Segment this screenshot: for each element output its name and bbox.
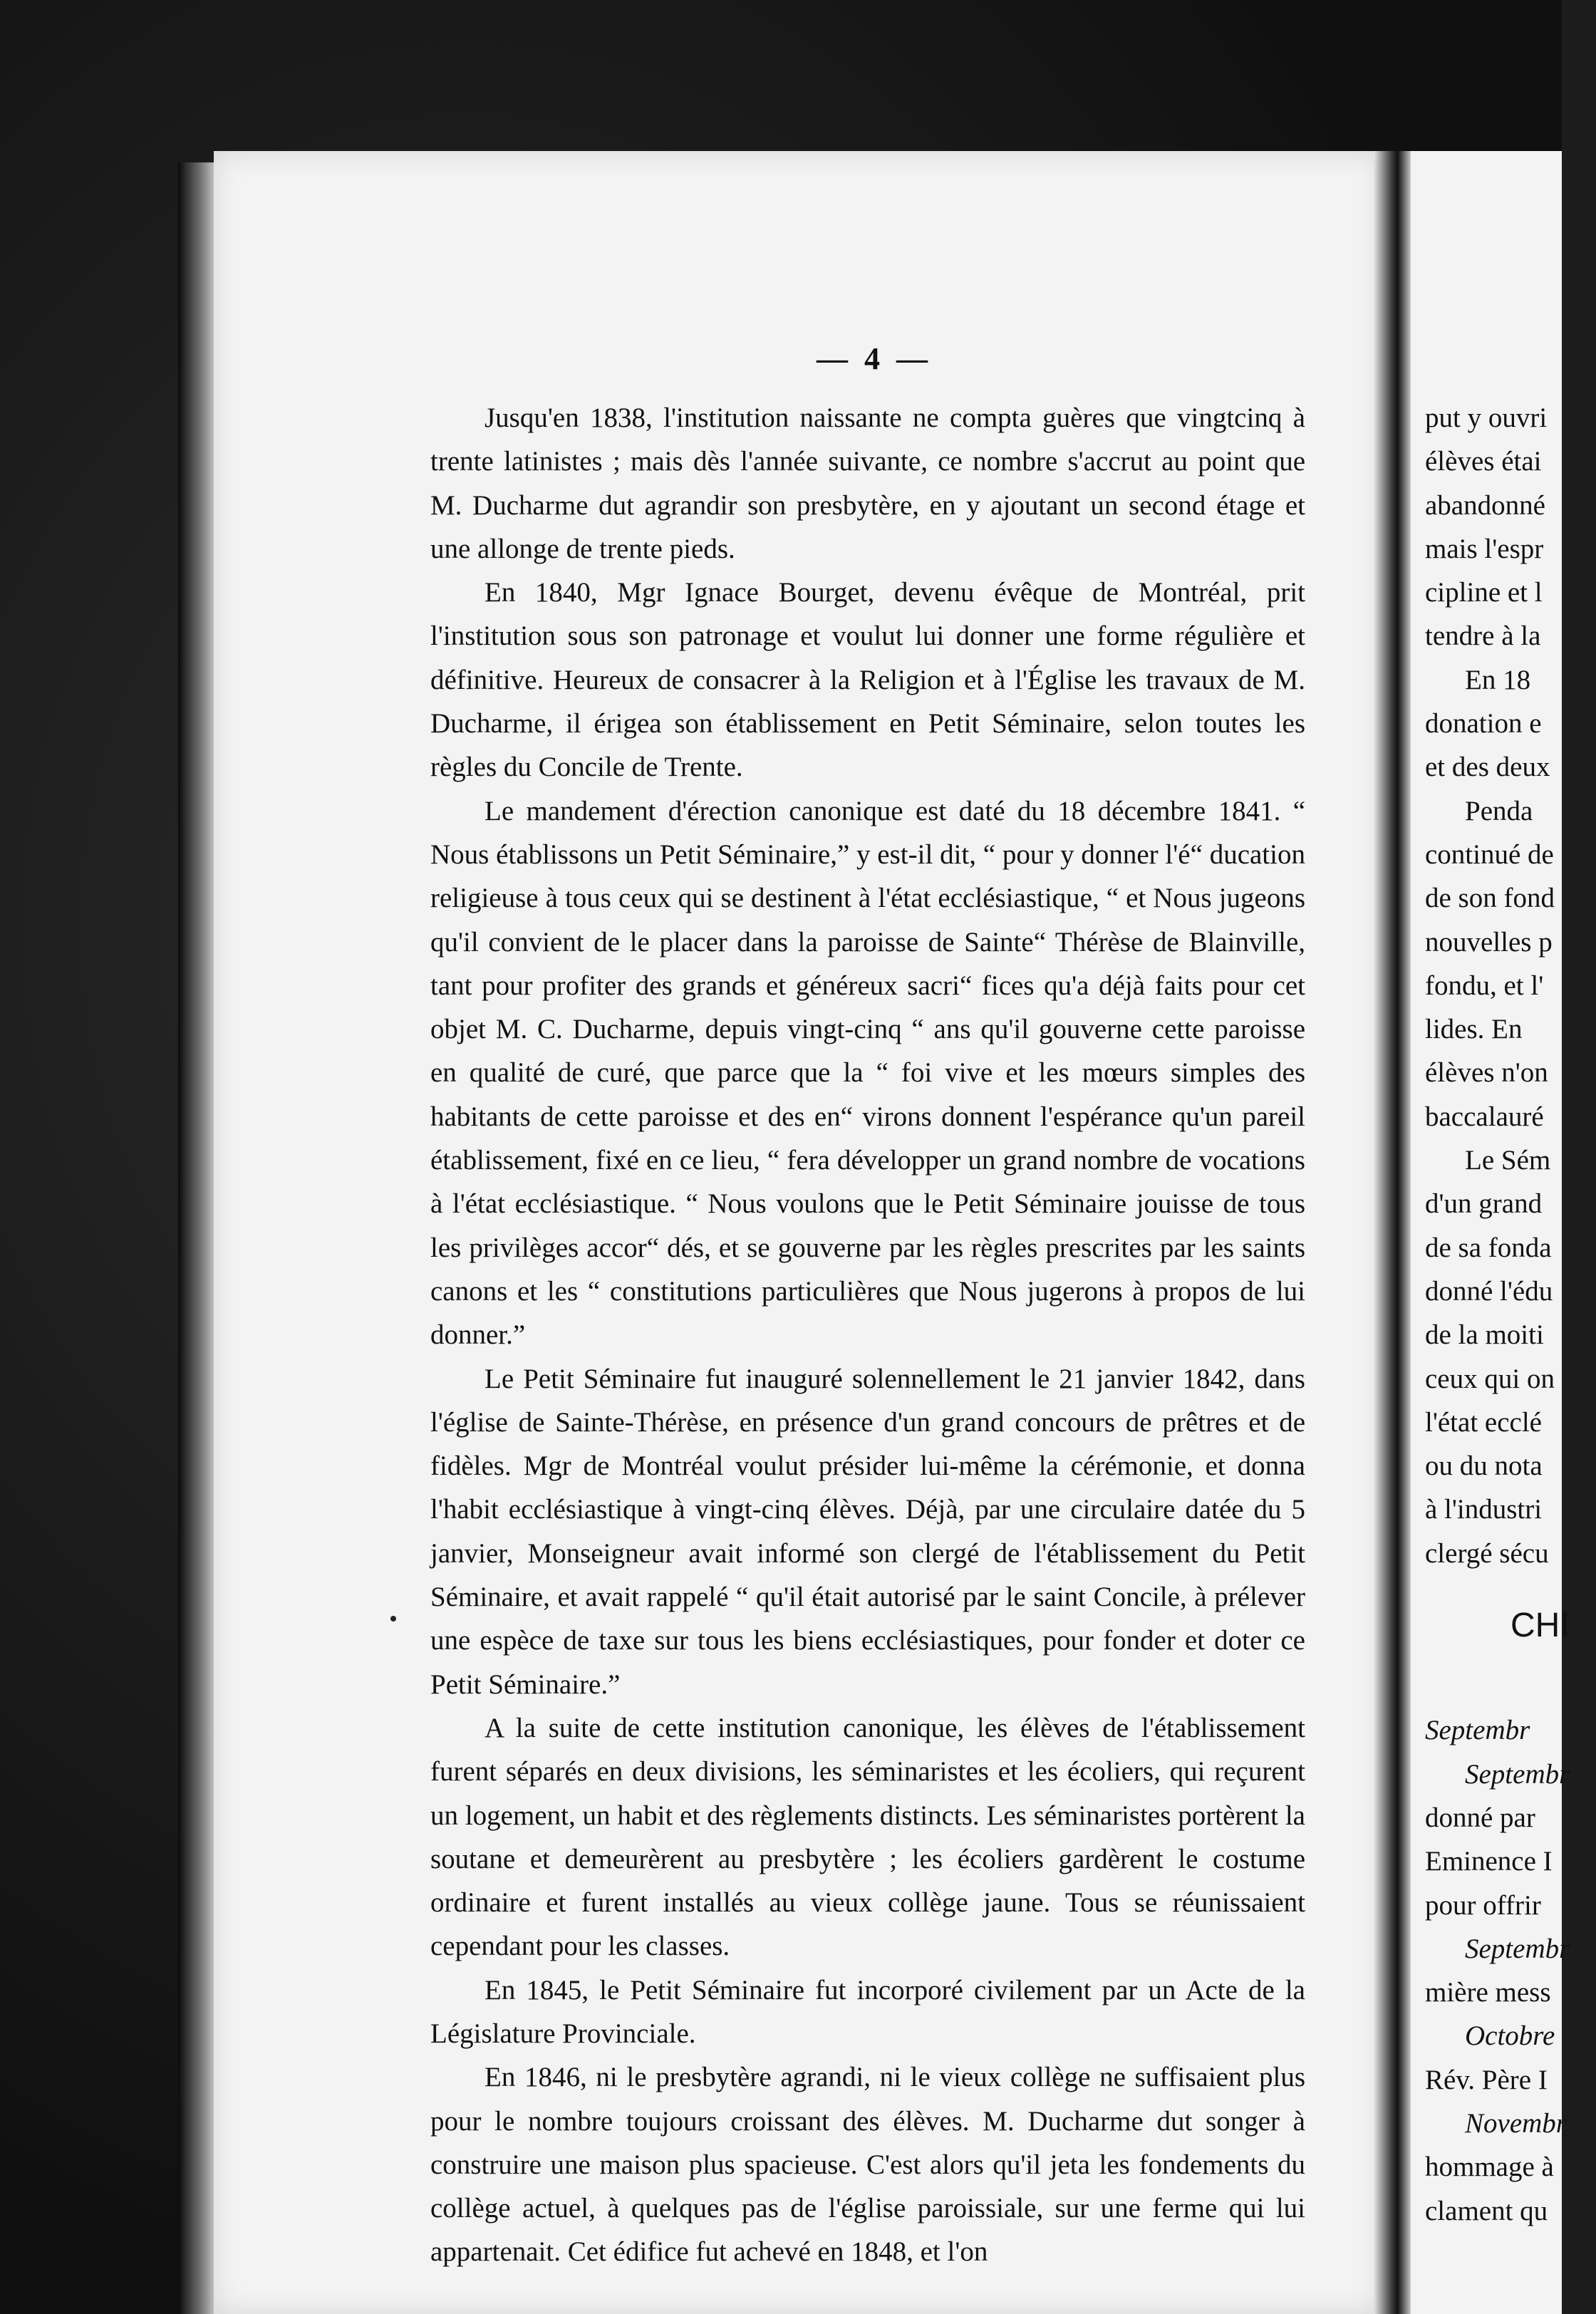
next-line: Le Sém [1465, 1145, 1551, 1176]
next-line: donné l'édu [1425, 1275, 1553, 1307]
next-line: donné par [1425, 1802, 1535, 1833]
page-number: — 4 — [817, 341, 932, 376]
next-line: Septembr [1465, 1758, 1570, 1790]
next-line: de son fond [1425, 883, 1555, 914]
next-line: ceux qui on [1425, 1363, 1555, 1394]
ink-speck [390, 1616, 396, 1622]
next-line: baccalauré [1425, 1101, 1544, 1132]
next-line: hommage à [1425, 2152, 1554, 2183]
next-page-fragment [1425, 396, 1596, 2233]
next-line: lides. En [1425, 1014, 1523, 1045]
next-line: donation e [1425, 708, 1542, 740]
next-line: élèves n'on [1425, 1057, 1548, 1089]
next-line: de sa fonda [1425, 1232, 1552, 1263]
page-body [430, 396, 1305, 2274]
paragraph-5: A la suite de cette institution canonique, les élèves de l'établissement furent séparés en deux divisions, les séminaristes et les écoliers, qui reçurent un logement, un habit et des règlements distincts. Les séminaristes portèrent la soutane et demeurèrent au presbytère ; les écoliers gardèrent le costume ordinaire et furent installés au vieux collège jaune. Tous se réunissaient cependant pour les classes. [430, 1712, 1306, 1962]
next-line: cipline et l [1425, 577, 1543, 608]
next-line: tendre à la [1425, 621, 1541, 652]
next-line: Eminence I [1425, 1846, 1553, 1877]
next-line: l'état ecclé [1425, 1406, 1542, 1438]
next-line: ou du nota [1425, 1451, 1543, 1482]
next-line: à l'industri [1425, 1494, 1543, 1525]
next-line: et des deux [1425, 752, 1550, 783]
next-line: Rév. Père I [1425, 2064, 1548, 2095]
next-line: clergé sécu [1425, 1537, 1549, 1569]
next-line: Septembr [1425, 1715, 1530, 1746]
next-line: élèves étai [1425, 446, 1542, 477]
next-line: fondu, et l' [1425, 970, 1544, 1001]
next-line: nouvelles p [1425, 926, 1553, 958]
next-line: mière mess [1425, 1977, 1551, 2008]
paragraph-1: Jusqu'en 1838, l'institution naissante ne compta guères que vingtcinq à trente latinistes ; mais dès l'année suivante, ce nombre s'accrut au point que M. Ducharme dut agrandir son presbytère, en y ajoutant un second étage et une allonge de trente pieds. [430, 403, 1306, 564]
paragraph-2: En 1840, Mgr Ignace Bourget, devenu évêque de Montréal, prit l'institution sous son patronage et voulut lui donner une forme régulière et définitive. Heureux de consacrer à la Religion et à l'Église les travaux de M. Ducharme, il érigea son établissement en Petit Séminaire, selon toutes les règles du Concile de Trente. [430, 577, 1306, 783]
next-line: En 18 [1465, 664, 1531, 695]
next-line: d'un grand [1425, 1188, 1543, 1220]
next-line: pour offrir [1425, 1889, 1541, 1921]
paragraph-6: En 1845, le Petit Séminaire fut incorporé civilement par un Acte de la Législature Provinciale. [430, 1974, 1305, 2049]
next-line: continué de [1425, 839, 1554, 870]
next-line: Septembr [1465, 1933, 1570, 1964]
next-line: abandonné [1425, 489, 1545, 521]
next-line: Novembr [1465, 2107, 1567, 2139]
paragraph-7: En 1846, ni le presbytère agrandi, ni le vieux collège ne suffisaient plus pour le nombre toujours croissant des élèves. M. Ducharme dut songer à construire une maison plus spacieuse. C'est alors qu'il jeta les fondements du collège actuel, à quelques pas de l'église paroissiale, sur une ferme qui lui appartenait. Cet édifice fut achevé en 1848, et l'on [430, 2062, 1306, 2268]
next-line: de la moiti [1425, 1319, 1544, 1351]
paragraph-4: Le Petit Séminaire fut inauguré solennellement le 21 janvier 1842, dans l'église de Sainte-Thérèse, en présence d'un grand concours de prêtres et de fidèles. Mgr de Montréal voulut présider lui-même la cérémonie, et donna l'habit ecclésiastique à vingt-cinq élèves. Déjà, par une circulaire datée du 5 janvier, Monseigneur avait informé son clergé de l'établissement du Petit Séminaire, et avait rappelé “ qu'il était autorisé par le saint Concile, à prélever une espèce de taxe sur tous les biens ecclésiastiques, pour fonder et doter ce Petit Séminaire.” [430, 1363, 1306, 1700]
book-gutter [1374, 151, 1414, 2314]
next-line: Octobre [1465, 2020, 1555, 2052]
next-line: put y ouvri [1425, 403, 1548, 433]
next-line: clament qu [1425, 2195, 1548, 2226]
next-line: Penda [1465, 795, 1533, 826]
next-line: mais l'espr [1425, 533, 1544, 564]
next-page-heading: CHI [1510, 1607, 1570, 1645]
paragraph-3: Le mandement d'érection canonique est daté du 18 décembre 1841. “ Nous établissons un Petit Séminaire,” y est-il dit, “ pour y donner l'é“ ducation religieuse à tous ceux qui se destinent à l'état ecclésiastique, “ et Nous jugeons qu'il convient de le placer dans la paroisse de Sainte“ Thérèse de Blainville, tant pour profiter des grands et généreux sacri“ fices qu'a déjà faits pour cet objet M. C. Ducharme, depuis vingt-cinq “ ans qu'il gouverne cette paroisse en qualité de curé, que parce que la “ foi vive et les mœurs simples des habitants de cette paroisse et des en“ virons donnent l'espérance qu'un pareil établissement, fixé en ce lieu, “ fera développer un grand nombre de vocations à l'état ecclésiastique. “ Nous voulons que le Petit Séminaire jouisse de tous les privilèges accor“ dés, et se gouverne par les règles prescrites par les saints canons et les “ constitutions particulières que Nous jugerons à propos de lui donner.” [430, 795, 1306, 1351]
